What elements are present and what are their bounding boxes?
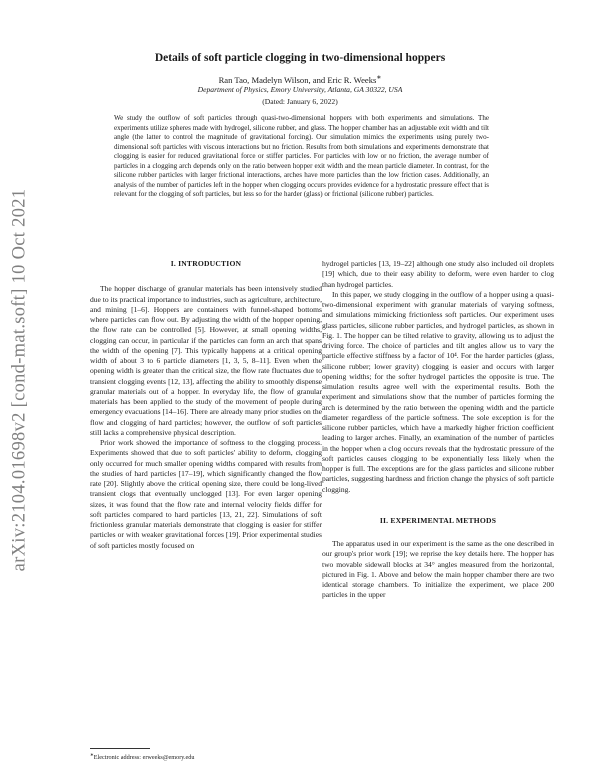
paper-title: Details of soft particle clogging in two-dimensional hoppers (154, 52, 446, 64)
left-column (90, 259, 322, 551)
intro-paragraph-2: Prior work showed the importance of softness to the clogging process. Experiments showed that due to soft particles' ability to deform, clogging only occurred for much smaller opening widths compared with results from the studies of hard particles [17–19], which significantly changed the flow rate [20]. Slightly above the critical opening size, there could be long-lived transient clogs that eventually unclogged [13]. For even larger opening sizes, it was found that the flow rate and internal velocity fields differ for soft particles compared to hard particles [13, 21, 22]. Simulations of soft frictionless granular materials demonstrate that clogging is easier for stiffer particles or with weaker gravitational forces [19]. Prior experimental studies of soft particles mostly focused on (90, 438, 322, 550)
section-heading-introduction: I. INTRODUCTION (170, 259, 242, 268)
arxiv-sidebar (8, 160, 32, 600)
footnote (90, 752, 322, 761)
arxiv-identifier[interactable]: arXiv:2104.01698v2 [cond-mat.soft] 10 Oct 2021 (9, 188, 30, 572)
author-names: Ran Tao, Madelyn Wilson, and Eric R. Weeks (218, 74, 377, 85)
footnote-mark: ∗ (90, 752, 94, 757)
footnote-divider (90, 748, 150, 749)
intro-paragraph-3: In this paper, we study clogging in the outflow of a hopper using a quasi-two-dimensional experiment with granular materials of varying softness, and simulations mimicking frictionless soft particles. Our experiment uses glass particles, silicone rubber particles, and hydrogel particles, as shown in Fig. 1. The hopper can be tilted relative to gravity, allowing us to adjust the driving force. The choice of particles and tilt angles allow us to vary the particle effective stiffness by a factor of 10⁴. For the harder particles (glass, silicone rubber; lower gravity) clogging is easier and occurs with larger opening widths; for the softer hydrogel particles the opposite is true. The simulation results agree well with the experimental results. Both the experiment and simulations show that the number of particles forming the arch is determined by the ratio between the opening width and the particle diameter regardless of the particle softness. The sole exception is for the silicone rubber particles, which have a markedly higher friction coefficient leading to larger arches. Finally, an examination of the number of particles in the hopper when a clog occurs reveals that the hydrostatic pressure of the soft particles causes clogging to be exponentially less likely when the hopper is full. The exceptions are for the glass particles and silicone rubber particles, suggesting hardness and friction change the physics of soft particle clogging. (322, 289, 554, 494)
methods-paragraph-1: The apparatus used in our experiment is the same as the one described in our group's prior work [19]; we reprise the key details here. The hopper has two movable sidewall blocks at 34° angles measured from the horizontal, pictured in Fig. 1. Above and below the main hopper chamber there are two identical storage chambers. To initialize the experiment, we place 200 particles in the upper (322, 539, 554, 600)
intro-paragraph-2-continued: hydrogel particles [13, 19–22] although one study also included oil droplets [19] which, due to their easy ability to deform, were even harder to clog than hydrogel particles. (322, 259, 554, 289)
author-footnote-mark[interactable]: ∗ (376, 75, 382, 81)
affiliation: Department of Physics, Emory University, Atlanta, GA 30322, USA (197, 85, 403, 94)
author-list (60, 74, 540, 85)
footnote-email[interactable]: Electronic address: erweeks@emory.edu (93, 754, 195, 762)
section-heading-experimental-methods: II. EXPERIMENTAL METHODS (379, 515, 497, 525)
dated-line: (Dated: January 6, 2022) (262, 97, 338, 106)
abstract: We study the outflow of soft particles through quasi-two-dimensional hoppers with both experiments and simulations. The experiments utilize spheres made with hydrogel, silicone rubber, and glass. The hopper chamber has an adjustable exit width and tilt angle (the latter to control the magnitude of gravitational forcing). Our simulation mimics the experiments using purely two-dimensional soft particles with viscous interactions but no friction. Results from both simulations and experiments demonstrate that clogging is easier for reduced gravitational force or stiffer particles. For particles with low or no friction, the average number of particles in a clogging arch depends only on the ratio between hopper exit width and the mean particle diameter. In contrast, for the silicone rubber particles with larger frictional interactions, arches have more particles than the low friction cases. Additionally, an analysis of the number of particles left in the hopper when clogging occurs provides evidence for a hydrostatic pressure effect that is relevant for the clogging of soft particles, but less so for the harder (glass) or frictional (silicone rubber) particles. (114, 114, 489, 199)
intro-paragraph-1: The hopper discharge of granular materials has been intensively studied due to its practical importance to industries, such as agriculture, architecture, and mining [1–6]. Hoppers are containers with funnel-shaped bottoms where particles can flow out. By adjusting the width of the hopper opening, the flow rate can be controlled [5]. However, at small opening widths, clogging can occur, in particular if the particles can form an arch that spans the width of the opening [7]. This typically happens at a critical opening width of about 3 to 6 particle diameters [1, 3, 5, 8–11]. Even when the opening width is greater than the critical size, the flow rate fluctuates due to transient clogging events [12, 13], affecting the ability to smoothly dispense granular materials out of a hopper. In everyday life, the flow of granular materials has been applied to the study of the movement of people during emergency evacuations [14–16]. There are already many prior studies on the flow and clogging of hard particles; however, the outflow of soft particles still lacks a comprehensive physical description. (90, 284, 322, 437)
right-column (322, 259, 554, 601)
